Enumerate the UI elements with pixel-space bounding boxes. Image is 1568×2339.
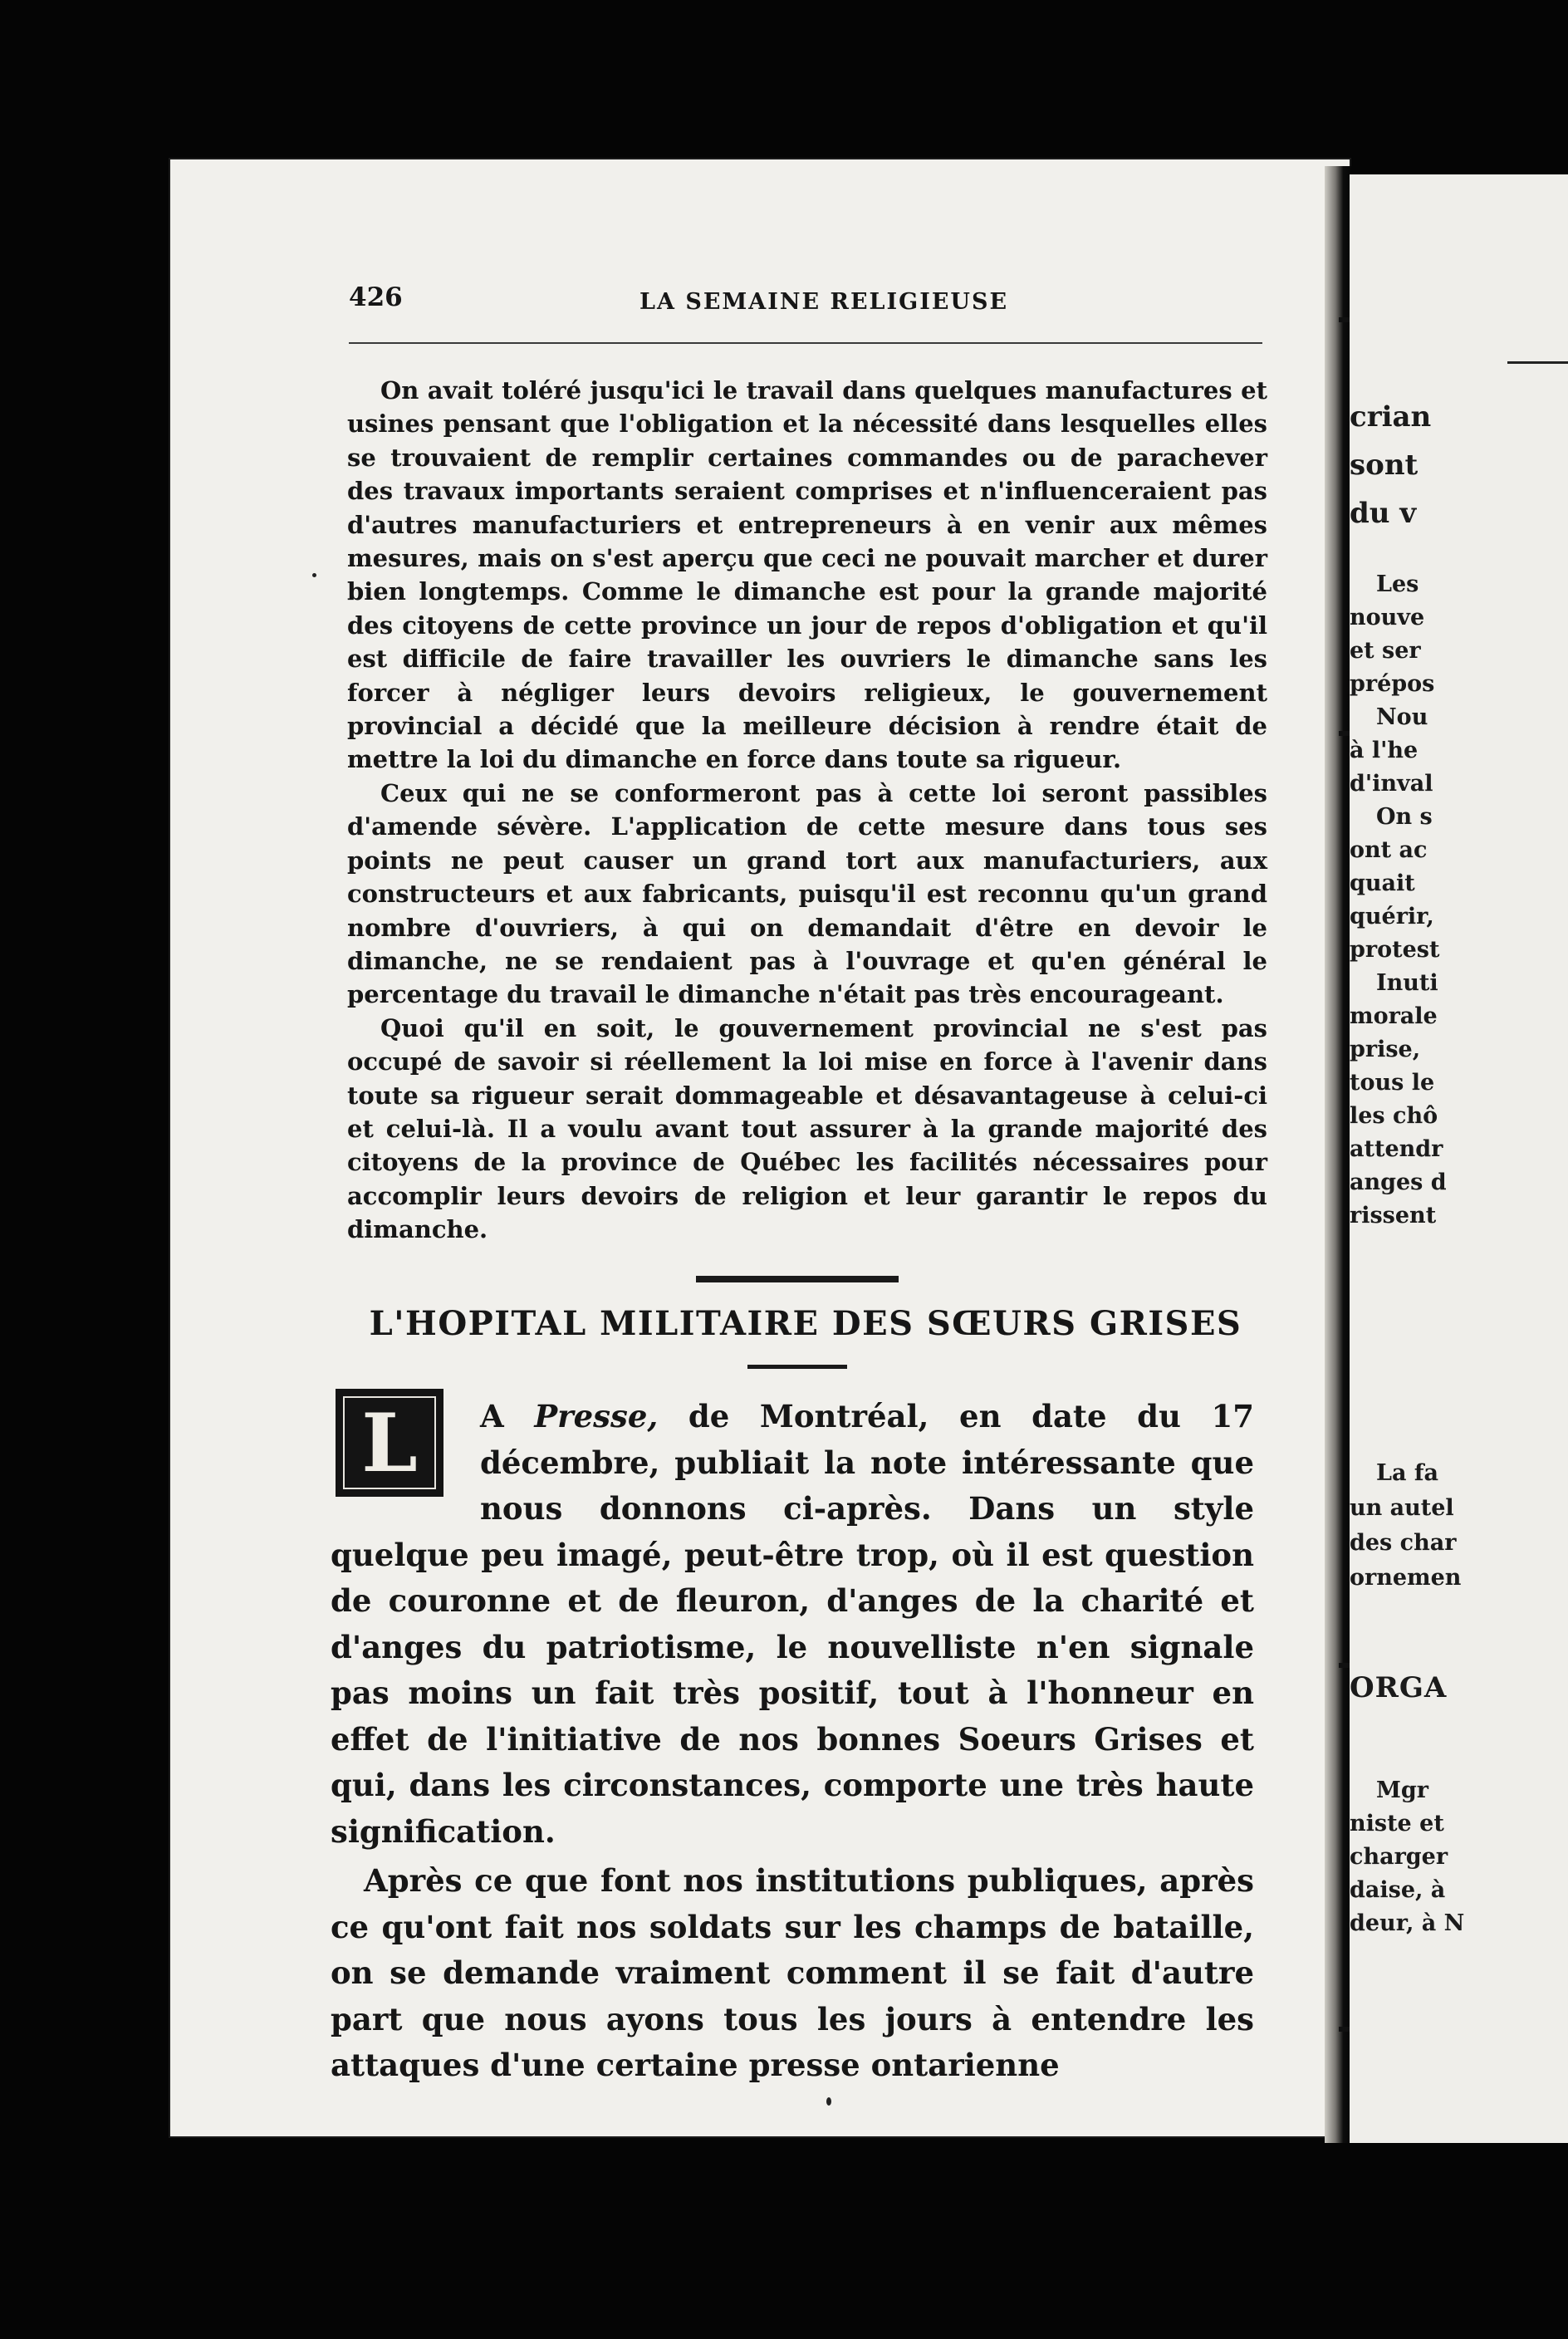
facing-page-line: quérir,	[1350, 904, 1434, 929]
facing-page-line: attendr	[1350, 1136, 1443, 1162]
facing-page-line: protest	[1350, 937, 1440, 963]
facing-page-line: quait	[1350, 870, 1415, 896]
facing-page-line: tous le	[1350, 1070, 1435, 1096]
page-number: 426	[349, 282, 403, 312]
facing-page-line: d'inval	[1350, 771, 1433, 797]
facing-page-line: sont	[1350, 449, 1419, 482]
facing-page-line: charger	[1350, 1844, 1448, 1870]
facing-page-line: daise, à	[1350, 1877, 1446, 1903]
section-divider-top	[696, 1276, 899, 1282]
facing-page	[1350, 174, 1568, 2143]
facing-page-line: et ser	[1350, 638, 1421, 664]
paragraph: Quoi qu'il en soit, le gouvernement provincial ne s'est pas occupé de savoir si réellement la loi mise en force à l'avenir dans toute sa rigueur serait dommageable et désavantageuse à celui-ci et celui-là. Il a voulu avant tout assurer à la grande majorité des citoyens de la province de Québec les facilités nécessaires pour accomplir leurs devoirs de religion et leur garantir le repos du dimanche.	[347, 1013, 1267, 1244]
facing-page-rule	[1507, 361, 1568, 364]
facing-page-line: rissent	[1350, 1203, 1437, 1228]
paragraph: Après ce que font nos institutions publiques, après ce qu'ont fait nos soldats sur les champs de bataille, on se demande vraiment comment il se fait d'autre part que nous ayons tous les jours à entendre les attaques d'une certaine presse ontarienne	[331, 1862, 1254, 2083]
facing-page-heading: ORGA	[1350, 1671, 1448, 1704]
margin-speck	[826, 2097, 831, 2106]
lead-word-rest: A	[480, 1398, 535, 1434]
journal-title: LA SEMAINE RELIGIEUSE	[639, 289, 1009, 315]
facing-page-line: ornemen	[1350, 1565, 1462, 1591]
paragraph: Ceux qui ne se conformeront pas à cette loi seront passibles d'amende sévère. L'application de cette mesure dans tous ses points ne peut causer un grand tort aux manufacturiers, aux constructeurs et aux fabricants, puisqu'il est reconnu qu'un grand nombre d'ouvriers, à qui on demandait d'être en devoir le dimanche, ne se rendaient pas à l'ouvrage et qu'en général le percentage du travail le dimanche n'était pas très encourageant.	[347, 778, 1267, 1009]
facing-page-line: nouve	[1350, 605, 1425, 630]
section-divider-bottom	[747, 1365, 847, 1369]
section-title: L'HOPITAL MILITAIRE DES SŒURS GRISES	[369, 1304, 1242, 1343]
facing-page-line: prise,	[1350, 1037, 1421, 1062]
facing-page-line: Les	[1376, 571, 1419, 597]
facing-page-line: à l'he	[1350, 738, 1419, 763]
facing-page-line: les chô	[1350, 1103, 1438, 1129]
facing-page-line: Inuti	[1376, 970, 1438, 996]
article-continuation	[347, 374, 1267, 1247]
facing-page-line: du v	[1350, 497, 1417, 530]
facing-page-line: niste et	[1350, 1811, 1444, 1836]
drop-cap	[336, 1389, 443, 1497]
facing-page-line: On s	[1376, 804, 1433, 830]
facing-page-line: anges d	[1350, 1170, 1447, 1195]
facing-page-line: Nou	[1376, 704, 1428, 730]
facing-page-line: des char	[1350, 1530, 1457, 1556]
drop-cap-letter: L	[343, 1396, 436, 1489]
facing-page-line: un autel	[1350, 1495, 1454, 1521]
running-head	[349, 282, 1262, 319]
facing-page-line: prépos	[1350, 671, 1435, 697]
header-rule	[349, 342, 1262, 344]
book-gutter	[1325, 166, 1351, 2143]
facing-page-line: Mgr	[1376, 1778, 1428, 1803]
facing-page-line: ont ac	[1350, 837, 1428, 863]
margin-speck	[312, 573, 316, 577]
paragraph: On avait toléré jusqu'ici le travail dans quelques manufactures et usines pensant que l'obligation et la nécessité dans lesquelles elles se trouvaient de remplir certaines commandes ou de parachever des travaux importants seraient comprises et n'influenceraient pas d'autres manufacturiers et entrepreneurs à en venir aux mêmes mesures, mais on s'est aperçu que ceci ne pouvait marcher et durer bien longtemps. Comme le dimanche est pour la grande majorité des citoyens de cette province un jour de repos d'obligation et qu'il est difficile de faire travailler les ouvriers le dimanche sans les forcer à négliger leurs devoirs religieux, le gouvernement provincial a décidé que la meilleure décision à rendre était de mettre la loi du dimanche en force dans toute sa rigueur.	[347, 376, 1267, 774]
facing-page-line: morale	[1350, 1003, 1438, 1029]
article-body	[331, 1394, 1254, 2089]
newspaper-title: Presse,	[534, 1398, 659, 1434]
facing-page-line: crian	[1350, 400, 1432, 434]
facing-page-line: deur, à N	[1350, 1910, 1465, 1936]
facing-page-line: La fa	[1376, 1460, 1438, 1486]
lead-text: de Montréal, en date du 17 décembre, publiait la note intéressante que nous donnons ci-après. Dans un style quelque peu imagé, peut-être trop, où il est question de couronne et de fleuron, d'anges de la charité et d'anges du patriotisme, le nouvelliste n'en signale pas moins un fait très positif, tout à l'honneur en effet de l'initiative de nos bonnes Soeurs Grises et qui, dans les circonstances, comporte une très haute signification.	[331, 1398, 1255, 1850]
